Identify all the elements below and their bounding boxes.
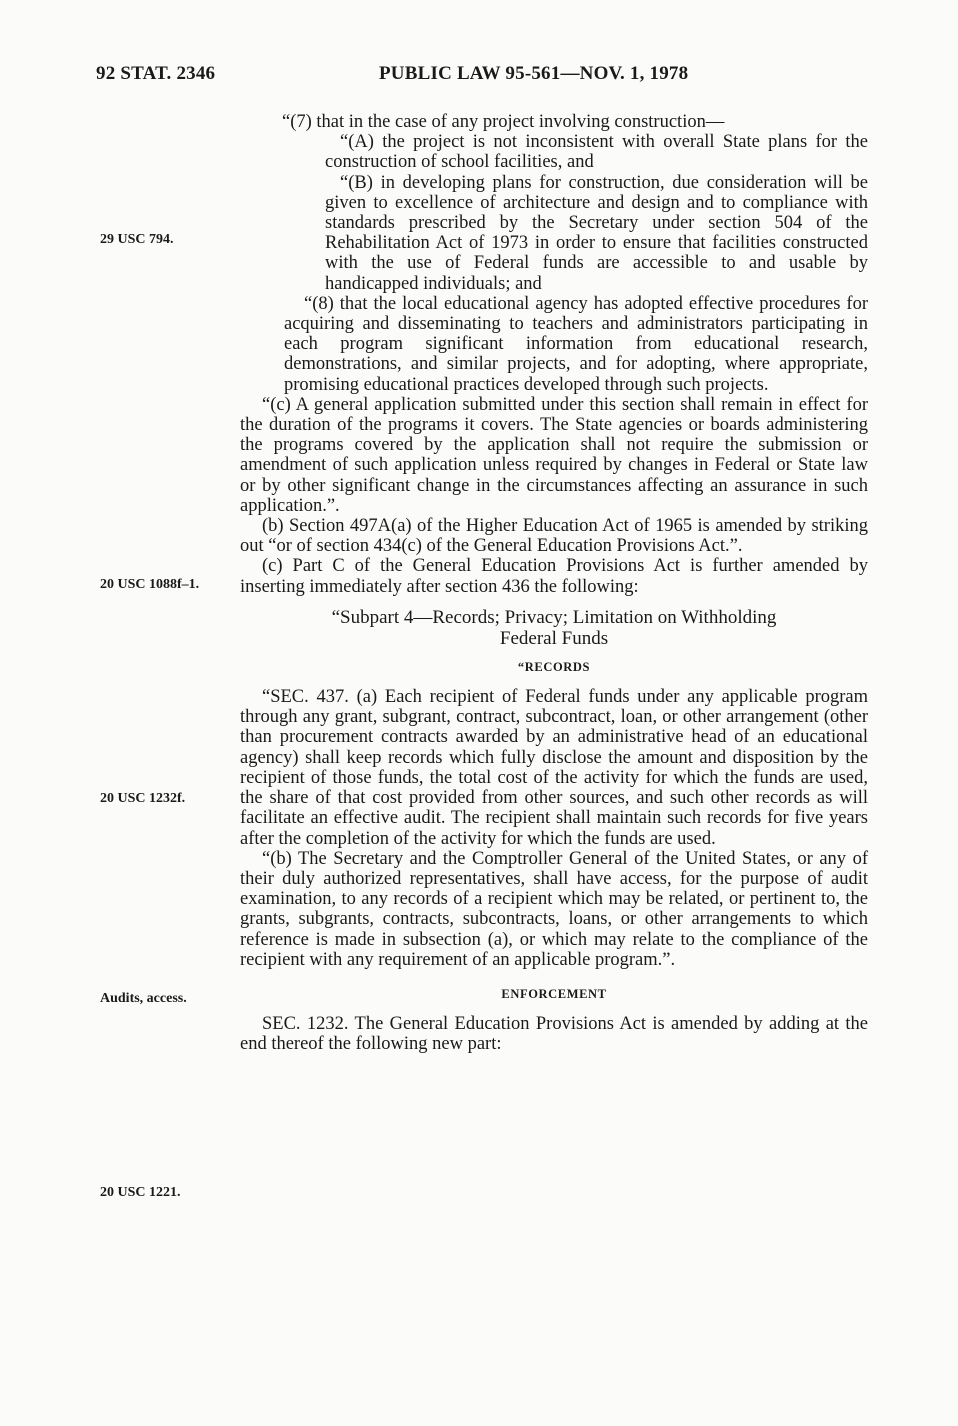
enforcement-heading: ENFORCEMENT <box>501 986 607 1001</box>
stat-page-number: 92 STAT. 2346 <box>96 63 216 84</box>
paragraph-8: “(8) that the local educational agency has adopted effective procedures for acquiring and disseminating to teachers and administrators participating in each program significant information from educational research, demonstrations, and similar projects, and for adopting, where appropriate, promising educational practices developed through such projects. <box>284 293 868 395</box>
paragraph-B: “(B) in developing plans for construction, due consideration will be given to excellence of architecture and design and to compliance with standards prescribed by the Secretary under section 504 of the Rehabilitation Act of 1973 in order to ensure that facilities constructed with the use of Federal funds are accessible to and usable by handicapped individuals; and <box>325 172 868 294</box>
records-heading: “RECORDS <box>517 659 591 674</box>
margin-note-29-usc-794: 29 USC 794. <box>100 232 174 247</box>
margin-note-20-usc-1232f: 20 USC 1232f. <box>100 791 186 806</box>
section-437-a: “SEC. 437. (a) Each recipient of Federal funds under any applicable program through any grant, subgrant, contract, subcontract, loan, or other arrangement (other than procurement contracts awarded by an administrative head of an educational agency) shall keep records which fully disclose the amount and disposition by the recipient of those funds, the total cost of the activity for which the funds are used, the share of that cost provided from other sources, and such other records as will facilitate an effective audit. The recipient shall maintain such records for five years after the completion of the activity for which the funds are used. <box>240 687 868 849</box>
subpart-heading-line-2: Federal Funds <box>499 627 609 649</box>
section-1232: SEC. 1232. The General Education Provisions Act is amended by adding at the end thereof the following new part: <box>240 1014 868 1055</box>
paragraph-c-general-application: “(c) A general application submitted under this section shall remain in effect for the duration of the programs it covers. The State agencies or boards administering the programs covered by the application shall not require the submission or amendment of such application unless required by changes in Federal or State law or by other significant change in the circumstances affecting an assurance in such application.”. <box>240 394 868 516</box>
subpart-heading-line-1: “Subpart 4—Records; Privacy; Limitation on Withholding <box>331 606 777 628</box>
paragraph-7: “(7) that in the case of any project involving construction— <box>282 112 725 132</box>
section-437-b: “(b) The Secretary and the Comptroller General of the United States, or any of their duly authorized representatives, shall have access, for the purpose of audit examination, to any records of a recipient which may be related, or pertinent to, the grants, subgrants, contracts, subcontracts, loans, or other arrangements to which reference is made in subsection (a), or which may relate to the compliance of the recipient with any requirement of an applicable program.”. <box>240 848 868 970</box>
margin-note-20-usc-1088f-1: 20 USC 1088f–1. <box>100 577 200 592</box>
subpart-heading <box>240 607 868 649</box>
margin-note-audits-access: Audits, access. <box>100 991 187 1006</box>
public-law-title: PUBLIC LAW 95-561—NOV. 1, 1978 <box>379 63 689 84</box>
paragraph-c-part-c: (c) Part C of the General Education Provisions Act is further amended by inserting immediately after section 436 the following: <box>240 556 868 597</box>
margin-note-20-usc-1221: 20 USC 1221. <box>100 1185 181 1200</box>
paragraph-b-section-497a: (b) Section 497A(a) of the Higher Education Act of 1965 is amended by striking out “or of section 434(c) of the General Education Provisions Act.”. <box>240 516 868 557</box>
body-block-1 <box>240 112 868 1055</box>
paragraph-A: “(A) the project is not inconsistent with overall State plans for the construction of school facilities, and <box>325 132 868 173</box>
